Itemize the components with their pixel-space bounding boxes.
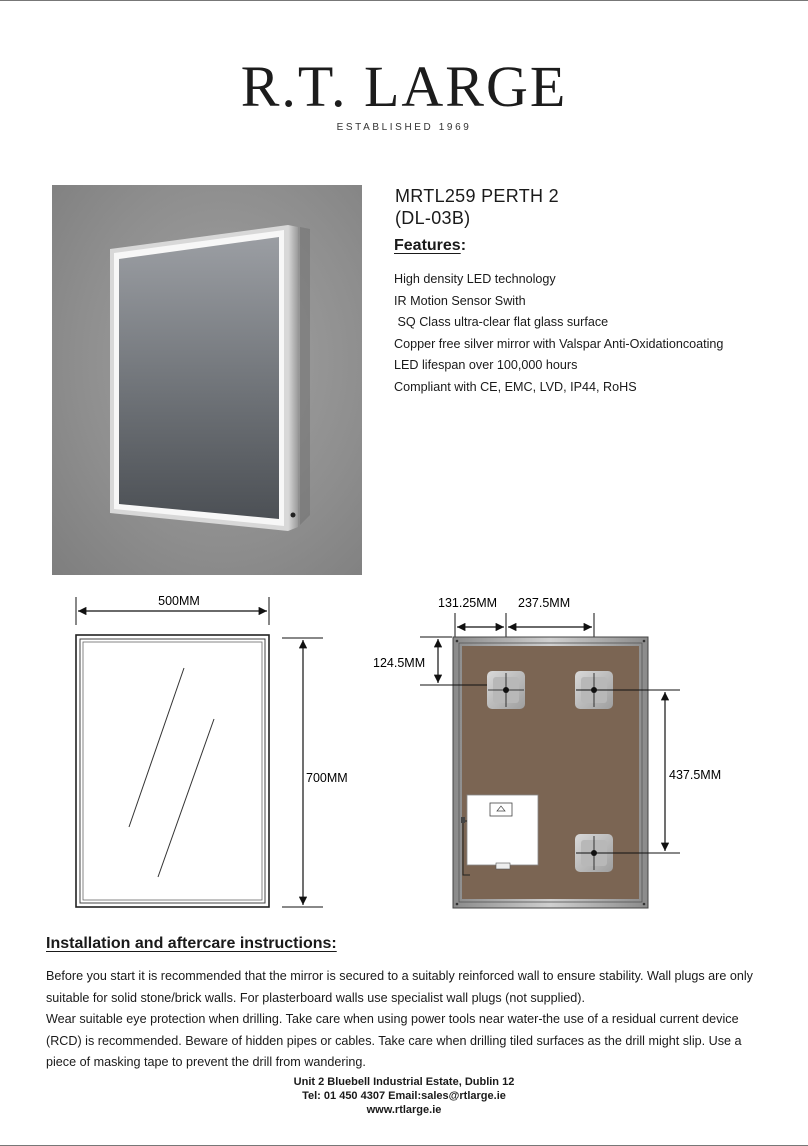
driver-box — [461, 795, 538, 875]
features-heading — [394, 237, 466, 255]
features-heading-text: Features — [394, 237, 461, 254]
dim-width-label: 500MM — [158, 594, 200, 608]
product-title-line1: MRTL259 PERTH 2 — [395, 186, 559, 206]
footer-website: www.rtlarge.ie — [366, 1104, 442, 1116]
features-list — [394, 269, 723, 398]
feature-item: Compliant with CE, EMC, LVD, IP44, RoHS — [394, 379, 637, 394]
dim-height-label: 700MM — [306, 771, 348, 785]
brand-tagline: ESTABLISHED 1969 — [336, 122, 472, 133]
dim-spacing-x-label: 237.5MM — [518, 596, 571, 610]
back-view-drawing — [373, 596, 721, 908]
features-heading-colon: : — [460, 237, 467, 254]
feature-item: LED lifespan over 100,000 hours — [394, 358, 578, 372]
dim-spacing-y-label: 437.5MM — [669, 768, 722, 782]
front-view-drawing — [76, 594, 348, 907]
installation-paragraph: Before you start it is recommended that the mirror is secured to a suitably reinforced wall to ensure stability. Wall plugs are only suitable for solid stone/brick walls. For plasterboard walls use specialist wall plugs (not supplied). — [46, 969, 753, 1005]
brand-logo: R.T. LARGE — [240, 54, 568, 119]
technical-drawings — [0, 585, 808, 925]
footer-contact: Tel: 01 450 4307 Email:sales@rtlarge.ie — [302, 1090, 506, 1102]
top-rule — [0, 0, 808, 1]
feature-item: High density LED technology — [394, 272, 556, 286]
mirror-photo-illustration — [52, 185, 362, 575]
feature-item: Copper free silver mirror with Valspar Anti-Oxidationcoating — [394, 336, 724, 351]
dim-offset-y-label: 124.5MM — [373, 656, 426, 670]
product-photo — [52, 185, 362, 575]
installation-paragraph: Wear suitable eye protection when drilling. Take care when using power tools near water-the use of a residual current device (RCD) is recommended. Beware of hidden pipes or cables. Take care when drilling tiled surfaces as the drill might slip. Use a piece of masking tape to prevent the drill from wandering. — [46, 1012, 742, 1069]
feature-item: SQ Class ultra-clear flat glass surface — [394, 315, 609, 329]
feature-item: IR Motion Sensor Swith — [394, 293, 526, 308]
dim-offset-x-label: 131.25MM — [438, 596, 498, 610]
installation-text — [46, 966, 768, 1074]
brand-header — [0, 52, 808, 133]
footer — [0, 1075, 808, 1117]
footer-address: Unit 2 Bluebell Industrial Estate, Dublin 12 — [293, 1076, 515, 1088]
product-title — [395, 185, 559, 229]
product-title-line2: (DL-03B) — [395, 208, 471, 228]
installation-heading: Installation and aftercare instructions: — [46, 935, 337, 952]
